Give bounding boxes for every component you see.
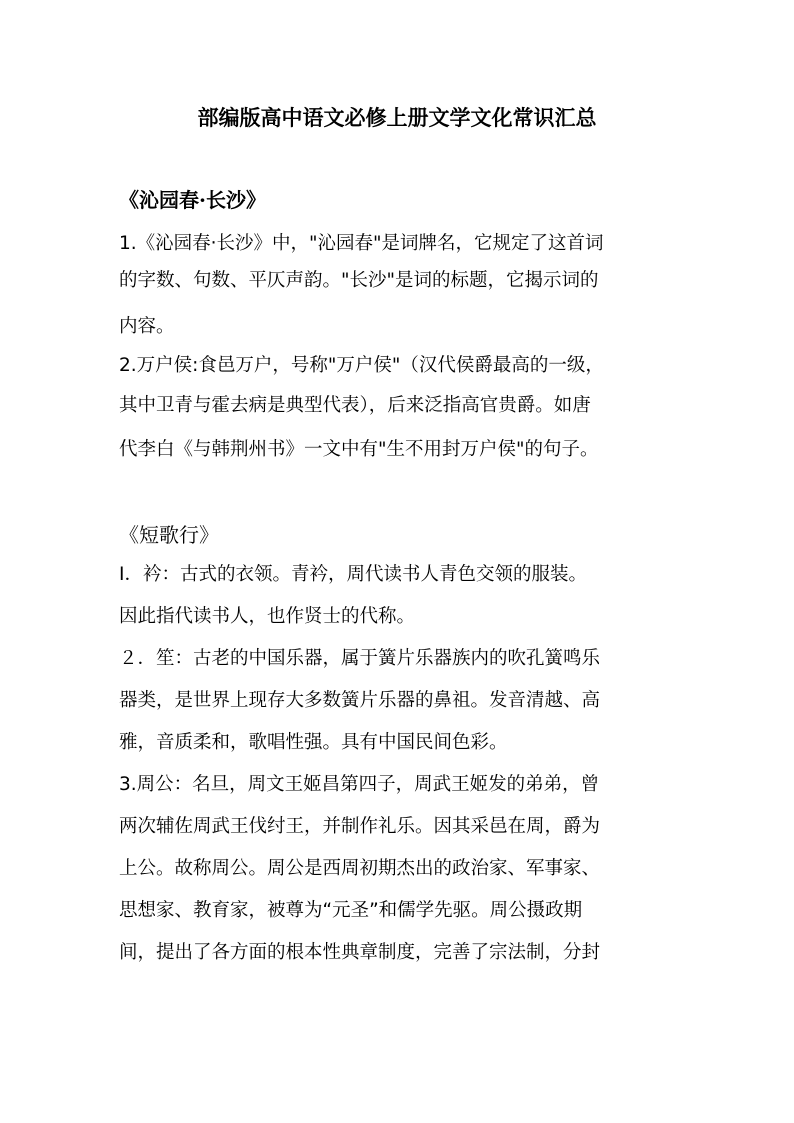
- paragraph-line: 器类，是世界上现存大多数簧片乐器的鼻祖。发音清越、高: [119, 690, 601, 711]
- paragraph-line: 间，提出了各方面的根本性典章制度，完善了宗法制，分封: [119, 942, 601, 963]
- paragraph-line: 上公。故称周公。周公是西周初期杰出的政治家、军事家、: [119, 858, 601, 879]
- paragraph-line: 因此指代读书人，也作贤士的代称。: [119, 606, 416, 627]
- paragraph-line: 1.《沁园春·长沙》中，"沁园春"是词牌名，它规定了这首词: [119, 233, 604, 254]
- paragraph-line: 2.万户侯:食邑万户，号称"万户侯"（汉代侯爵最高的一级，: [119, 355, 604, 376]
- paragraph-line: 3.周公：名旦，周文王姬昌第四子，周武王姬发的弟弟，曾: [119, 774, 600, 795]
- section-heading-qinyuanchun: 《沁园春·长沙》: [119, 188, 266, 212]
- paragraph-line: 雅，音质柔和，歌唱性强。具有中国民间色彩。: [119, 732, 508, 753]
- paragraph-line: 代李白《与韩荆州书》一文中有"生不用封万户侯"的句子。: [119, 439, 599, 460]
- paragraph-line: ２．笙：古老的中国乐器，属于簧片乐器族内的吹孔簧鸣乐: [119, 648, 601, 669]
- paragraph-line: Ⅰ．衿：古式的衣领。青衿，周代读书人青色交领的服装。: [119, 564, 587, 585]
- paragraph-line: 内容。: [119, 316, 175, 337]
- paragraph-line: 两次辅佐周武王伐纣王，并制作礼乐。因其采邑在周，爵为: [119, 816, 601, 837]
- paragraph-line: 其中卫青与霍去病是典型代表），后来泛指高官贵爵。如唐: [119, 395, 591, 416]
- page-title: 部编版高中语文必修上册文学文化常识汇总: [197, 105, 597, 130]
- paragraph-line: 的字数、句数、平仄声韵。"长沙"是词的标题，它揭示词的: [119, 270, 599, 291]
- paragraph-line: 思想家、教育家，被尊为“元圣”和儒学先驱。周公摄政期: [119, 900, 583, 921]
- section-heading-duangexing: 《短歌行》: [119, 523, 219, 547]
